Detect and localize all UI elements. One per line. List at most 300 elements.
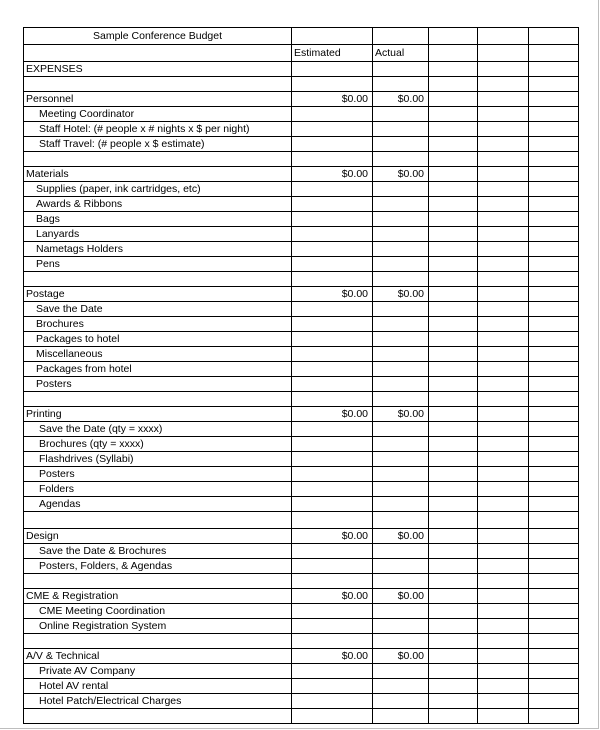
section-estimated: $0.00	[292, 649, 373, 664]
empty-cell	[429, 287, 478, 302]
empty-cell	[373, 512, 429, 529]
empty-cell	[373, 122, 429, 137]
empty-cell	[529, 467, 579, 482]
empty-cell	[529, 407, 579, 422]
empty-cell	[429, 649, 478, 664]
empty-cell	[292, 302, 373, 317]
item-label: Brochures	[24, 317, 292, 332]
empty-cell	[373, 152, 429, 167]
empty-cell	[292, 679, 373, 694]
empty-cell	[429, 392, 478, 407]
item-row	[24, 212, 579, 227]
item-label: Supplies (paper, ink cartridges, etc)	[24, 182, 292, 197]
empty-cell	[478, 694, 529, 709]
item-row	[24, 604, 579, 619]
empty-cell	[292, 257, 373, 272]
empty-cell	[429, 407, 478, 422]
item-label: Posters, Folders, & Agendas	[24, 559, 292, 574]
empty-cell	[478, 407, 529, 422]
empty-cell	[478, 362, 529, 377]
empty-cell	[478, 122, 529, 137]
header-row	[24, 45, 579, 62]
empty-cell	[292, 182, 373, 197]
empty-cell	[429, 137, 478, 152]
empty-cell	[292, 619, 373, 634]
empty-cell	[478, 137, 529, 152]
item-row	[24, 482, 579, 497]
item-label: Private AV Company	[24, 664, 292, 679]
empty-cell	[24, 77, 292, 92]
blank-row	[24, 272, 579, 287]
section-estimated: $0.00	[292, 92, 373, 107]
blank-row	[24, 392, 579, 407]
empty-cell	[24, 272, 292, 287]
empty-cell	[529, 619, 579, 634]
item-row	[24, 332, 579, 347]
item-label: Staff Hotel: (# people x # nights x $ per night)	[24, 122, 292, 137]
empty-cell	[429, 529, 478, 544]
empty-cell	[429, 619, 478, 634]
item-label: Folders	[24, 482, 292, 497]
empty-cell	[373, 482, 429, 497]
empty-cell	[429, 152, 478, 167]
section-estimated: $0.00	[292, 407, 373, 422]
item-label: Lanyards	[24, 227, 292, 242]
empty-cell	[429, 272, 478, 287]
section-name: Materials	[24, 167, 292, 182]
empty-cell	[478, 272, 529, 287]
section-row	[24, 589, 579, 604]
empty-cell	[429, 574, 478, 589]
empty-cell	[478, 634, 529, 649]
empty-cell	[478, 709, 529, 724]
empty-cell	[478, 604, 529, 619]
empty-cell	[373, 664, 429, 679]
title-row	[24, 28, 579, 45]
empty-cell	[429, 604, 478, 619]
empty-cell	[478, 452, 529, 467]
item-label: Miscellaneous	[24, 347, 292, 362]
empty-cell	[429, 302, 478, 317]
empty-cell	[292, 392, 373, 407]
empty-cell	[292, 482, 373, 497]
empty-cell	[292, 347, 373, 362]
empty-cell	[292, 664, 373, 679]
empty-cell	[529, 604, 579, 619]
empty-cell	[529, 362, 579, 377]
empty-cell	[529, 167, 579, 182]
empty-cell	[429, 589, 478, 604]
item-row	[24, 302, 579, 317]
empty-cell	[429, 317, 478, 332]
empty-cell	[373, 182, 429, 197]
section-name: Printing	[24, 407, 292, 422]
empty-cell	[478, 437, 529, 452]
item-row	[24, 317, 579, 332]
empty-cell	[373, 544, 429, 559]
item-label: Hotel AV rental	[24, 679, 292, 694]
empty-cell	[478, 92, 529, 107]
empty-cell	[478, 302, 529, 317]
empty-cell	[292, 227, 373, 242]
item-row	[24, 197, 579, 212]
empty-cell	[292, 107, 373, 122]
empty-cell	[429, 694, 478, 709]
empty-cell	[529, 152, 579, 167]
empty-cell	[373, 679, 429, 694]
empty-cell	[529, 497, 579, 512]
section-name: Postage	[24, 287, 292, 302]
item-label: Agendas	[24, 497, 292, 512]
empty-cell	[478, 242, 529, 257]
empty-cell	[529, 137, 579, 152]
empty-cell	[478, 497, 529, 512]
empty-cell	[373, 452, 429, 467]
item-row	[24, 137, 579, 152]
empty-cell	[529, 694, 579, 709]
empty-cell	[429, 512, 478, 529]
empty-cell	[292, 452, 373, 467]
empty-cell	[429, 482, 478, 497]
section-estimated: $0.00	[292, 287, 373, 302]
empty-cell	[529, 77, 579, 92]
empty-cell	[292, 152, 373, 167]
empty-cell	[529, 107, 579, 122]
empty-cell	[373, 694, 429, 709]
empty-cell	[429, 227, 478, 242]
empty-cell	[478, 664, 529, 679]
item-row	[24, 497, 579, 512]
empty-cell	[478, 467, 529, 482]
empty-cell	[373, 347, 429, 362]
empty-cell	[529, 377, 579, 392]
item-label: Online Registration System	[24, 619, 292, 634]
item-row	[24, 619, 579, 634]
empty-cell	[292, 332, 373, 347]
item-row	[24, 122, 579, 137]
empty-cell	[478, 574, 529, 589]
empty-cell	[529, 574, 579, 589]
empty-cell	[373, 559, 429, 574]
section-row	[24, 649, 579, 664]
item-label: Hotel Patch/Electrical Charges	[24, 694, 292, 709]
empty-cell	[292, 122, 373, 137]
empty-cell	[292, 544, 373, 559]
empty-cell	[429, 634, 478, 649]
empty-cell	[429, 122, 478, 137]
empty-cell	[478, 167, 529, 182]
empty-cell	[529, 452, 579, 467]
empty-cell	[429, 497, 478, 512]
item-row	[24, 452, 579, 467]
empty-cell	[429, 332, 478, 347]
section-row	[24, 529, 579, 544]
empty-cell	[373, 422, 429, 437]
budget-table	[23, 27, 579, 724]
empty-cell	[373, 332, 429, 347]
item-row	[24, 559, 579, 574]
empty-cell	[429, 422, 478, 437]
empty-cell	[373, 242, 429, 257]
empty-cell	[478, 347, 529, 362]
item-label: Brochures (qty = xxxx)	[24, 437, 292, 452]
empty-cell	[373, 634, 429, 649]
empty-cell	[478, 589, 529, 604]
empty-cell	[478, 422, 529, 437]
empty-cell	[529, 212, 579, 227]
empty-cell	[24, 634, 292, 649]
empty-cell	[292, 467, 373, 482]
empty-cell	[373, 197, 429, 212]
empty-cell	[529, 257, 579, 272]
empty-cell	[478, 317, 529, 332]
empty-cell	[429, 664, 478, 679]
empty-cell	[292, 212, 373, 227]
empty-cell	[292, 77, 373, 92]
empty-cell	[529, 122, 579, 137]
empty-cell	[529, 589, 579, 604]
empty-cell	[478, 649, 529, 664]
item-row	[24, 107, 579, 122]
expenses-label: EXPENSES	[24, 62, 292, 77]
empty-cell	[529, 709, 579, 724]
item-row	[24, 347, 579, 362]
empty-cell	[373, 604, 429, 619]
blank-row	[24, 512, 579, 529]
empty-cell	[292, 512, 373, 529]
item-label: Posters	[24, 467, 292, 482]
item-row	[24, 544, 579, 559]
empty-cell	[373, 272, 429, 287]
empty-cell	[292, 559, 373, 574]
empty-cell	[24, 574, 292, 589]
blank-row	[24, 574, 579, 589]
empty-cell	[24, 392, 292, 407]
item-row	[24, 694, 579, 709]
empty-cell	[429, 544, 478, 559]
empty-cell	[429, 107, 478, 122]
section-actual: $0.00	[373, 287, 429, 302]
empty-cell	[373, 77, 429, 92]
empty-cell	[373, 574, 429, 589]
empty-cell	[529, 649, 579, 664]
empty-cell	[373, 137, 429, 152]
empty-cell	[529, 317, 579, 332]
empty-cell	[478, 392, 529, 407]
empty-cell	[529, 679, 579, 694]
expenses-row	[24, 62, 579, 77]
empty-cell	[24, 709, 292, 724]
item-label: Packages to hotel	[24, 332, 292, 347]
empty-cell	[373, 317, 429, 332]
empty-cell	[373, 212, 429, 227]
item-row	[24, 242, 579, 257]
empty-cell	[529, 634, 579, 649]
empty-cell	[529, 482, 579, 497]
empty-cell	[24, 512, 292, 529]
section-actual: $0.00	[373, 649, 429, 664]
item-label: Packages from hotel	[24, 362, 292, 377]
empty-cell	[529, 92, 579, 107]
item-label: Nametags Holders	[24, 242, 292, 257]
empty-cell	[478, 559, 529, 574]
empty-cell	[429, 679, 478, 694]
empty-cell	[529, 437, 579, 452]
empty-cell	[429, 467, 478, 482]
empty-cell	[373, 467, 429, 482]
empty-cell	[478, 212, 529, 227]
empty-cell	[373, 302, 429, 317]
empty-cell	[429, 347, 478, 362]
item-row	[24, 182, 579, 197]
empty-cell	[292, 242, 373, 257]
empty-cell	[429, 377, 478, 392]
empty-cell	[429, 167, 478, 182]
empty-cell	[292, 377, 373, 392]
empty-cell	[429, 182, 478, 197]
blank-row	[24, 152, 579, 167]
empty-cell	[529, 302, 579, 317]
section-actual: $0.00	[373, 529, 429, 544]
section-actual: $0.00	[373, 92, 429, 107]
empty-cell	[429, 212, 478, 227]
empty-cell	[529, 392, 579, 407]
empty-cell	[373, 437, 429, 452]
empty-cell	[429, 197, 478, 212]
actual-header: Actual	[373, 45, 429, 62]
empty-cell	[429, 77, 478, 92]
empty-cell	[292, 437, 373, 452]
empty-cell	[529, 544, 579, 559]
empty-cell	[529, 422, 579, 437]
empty-cell	[478, 529, 529, 544]
section-name: A/V & Technical	[24, 649, 292, 664]
empty-cell	[292, 574, 373, 589]
section-row	[24, 407, 579, 422]
empty-cell	[478, 679, 529, 694]
item-label: Pens	[24, 257, 292, 272]
empty-cell	[478, 287, 529, 302]
empty-cell	[373, 497, 429, 512]
empty-cell	[478, 257, 529, 272]
estimated-header: Estimated	[292, 45, 373, 62]
empty-cell	[373, 257, 429, 272]
empty-cell	[478, 227, 529, 242]
empty-cell	[529, 182, 579, 197]
item-row	[24, 422, 579, 437]
item-label: Save the Date	[24, 302, 292, 317]
item-row	[24, 437, 579, 452]
empty-cell	[373, 619, 429, 634]
item-row	[24, 362, 579, 377]
empty-cell	[529, 347, 579, 362]
empty-cell	[429, 362, 478, 377]
empty-cell	[373, 107, 429, 122]
section-actual: $0.00	[373, 589, 429, 604]
item-row	[24, 377, 579, 392]
empty-cell	[429, 242, 478, 257]
section-row	[24, 167, 579, 182]
section-estimated: $0.00	[292, 167, 373, 182]
empty-cell	[529, 272, 579, 287]
empty-cell	[529, 559, 579, 574]
empty-cell	[292, 694, 373, 709]
section-estimated: $0.00	[292, 589, 373, 604]
empty-cell	[529, 287, 579, 302]
item-label: Flashdrives (Syllabi)	[24, 452, 292, 467]
empty-cell	[24, 152, 292, 167]
empty-cell	[292, 709, 373, 724]
empty-cell	[292, 604, 373, 619]
empty-cell	[478, 107, 529, 122]
empty-cell	[292, 497, 373, 512]
empty-cell	[292, 634, 373, 649]
empty-cell	[478, 197, 529, 212]
section-estimated: $0.00	[292, 529, 373, 544]
item-row	[24, 257, 579, 272]
empty-cell	[478, 544, 529, 559]
section-actual: $0.00	[373, 167, 429, 182]
empty-cell	[429, 452, 478, 467]
empty-cell	[292, 422, 373, 437]
item-row	[24, 467, 579, 482]
empty-cell	[478, 77, 529, 92]
item-label: Posters	[24, 377, 292, 392]
item-label: Staff Travel: (# people x $ estimate)	[24, 137, 292, 152]
section-actual: $0.00	[373, 407, 429, 422]
empty-cell	[529, 332, 579, 347]
empty-cell	[529, 664, 579, 679]
empty-cell	[373, 227, 429, 242]
empty-cell	[478, 152, 529, 167]
item-label: Awards & Ribbons	[24, 197, 292, 212]
budget-title: Sample Conference Budget	[24, 28, 292, 45]
item-label: CME Meeting Coordination	[24, 604, 292, 619]
empty-cell	[529, 512, 579, 529]
blank-row	[24, 77, 579, 92]
empty-cell	[292, 272, 373, 287]
empty-cell	[478, 482, 529, 497]
section-name: Personnel	[24, 92, 292, 107]
empty-cell	[529, 227, 579, 242]
empty-cell	[478, 377, 529, 392]
empty-cell	[292, 362, 373, 377]
empty-cell	[429, 437, 478, 452]
item-row	[24, 664, 579, 679]
item-row	[24, 679, 579, 694]
empty-cell	[429, 559, 478, 574]
empty-cell	[373, 392, 429, 407]
empty-cell	[429, 257, 478, 272]
empty-cell	[478, 619, 529, 634]
empty-cell	[478, 512, 529, 529]
empty-cell	[292, 197, 373, 212]
empty-cell	[373, 709, 429, 724]
item-label: Meeting Coordinator	[24, 107, 292, 122]
section-name: CME & Registration	[24, 589, 292, 604]
empty-cell	[292, 137, 373, 152]
empty-cell	[478, 332, 529, 347]
blank-row	[24, 709, 579, 724]
empty-cell	[478, 182, 529, 197]
item-label: Bags	[24, 212, 292, 227]
empty-cell	[429, 92, 478, 107]
empty-cell	[373, 377, 429, 392]
section-row	[24, 287, 579, 302]
item-label: Save the Date & Brochures	[24, 544, 292, 559]
empty-cell	[373, 362, 429, 377]
blank-row	[24, 634, 579, 649]
